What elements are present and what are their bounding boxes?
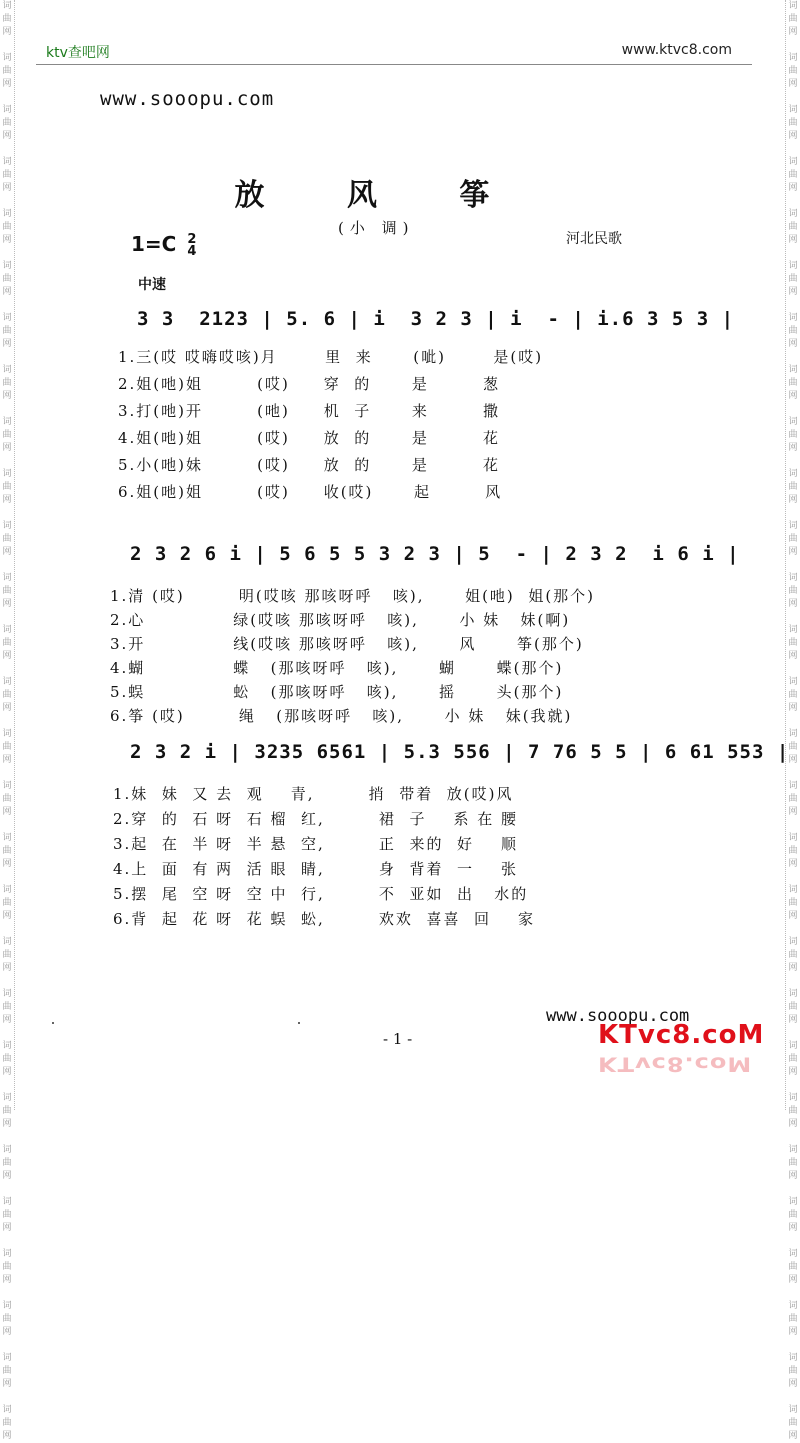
lyric-line: 5.蜈 蚣 (那咳呀呼 咳), 摇 头(那个) xyxy=(110,683,564,701)
lyric-line: 3.打(吔)开 (吔) 机 子 来 撒 xyxy=(118,402,500,420)
page-number: - 1 - xyxy=(383,1030,413,1048)
header-divider xyxy=(36,64,752,65)
notation-line-3: 2 3 2 i | 3235 6561 | 5.3 556 | 7 76 5 5 | 6 61 553 | xyxy=(130,741,790,763)
lyric-line: 5.摆 尾 空 呀 空 中 行, 不 亚如 出 水的 xyxy=(113,885,529,903)
lyric-line: 2.穿 的 石 呀 石 榴 红, 裙 子 系 在 腰 xyxy=(113,810,519,828)
lyric-line: 1.清 (哎) 明(哎咳 那咳呀呼 咳), 姐(吔) 姐(那个) xyxy=(110,587,596,605)
site-name[interactable]: ktv查吧网 xyxy=(46,45,110,61)
lyric-line: 2.姐(吔)姐 (哎) 穿 的 是 葱 xyxy=(118,375,500,393)
notation-line-1: 3 3 2123 | 5. 6 | i 3 2 3 | i - | i.6 3 5 3 | xyxy=(137,308,735,330)
key-signature xyxy=(131,232,196,258)
lyric-line: 4.蝴 蝶 (那咳呀呼 咳), 蝴 蝶(那个) xyxy=(110,659,564,677)
lyric-line: 6.姐(吔)姐 (哎) 收(哎) 起 风 xyxy=(118,483,503,501)
ktvc8-logo-reflection: KTvc8.coM xyxy=(598,1052,753,1076)
lyric-line: 3.起 在 半 呀 半 悬 空, 正 来的 好 顺 xyxy=(113,835,519,853)
scan-speck xyxy=(298,1022,300,1024)
lyric-line: 2.心 绿(哎咳 那咳呀呼 咳), 小 妹 妹(啊) xyxy=(110,611,571,629)
lyric-line: 1.妹 妹 又 去 观 青, 捎 带着 放(哎)风 xyxy=(113,785,514,803)
song-subtitle: (小 调) xyxy=(338,219,415,237)
lyric-line: 5.小(吔)妹 (哎) 放 的 是 花 xyxy=(118,456,500,474)
lyric-line: 6.背 起 花 呀 花 蜈 蚣, 欢欢 喜喜 回 家 xyxy=(113,910,536,928)
song-origin: 河北民歌 xyxy=(566,231,622,247)
watermark-bottom: www.sooopu.com xyxy=(546,1006,690,1026)
lyric-line: 4.姐(吔)姐 (哎) 放 的 是 花 xyxy=(118,429,500,447)
lyric-line: 3.开 线(哎咳 那咳呀呼 咳), 风 筝(那个) xyxy=(110,635,584,653)
time-sig-bottom: 4 xyxy=(187,243,197,259)
right-edge-watermark: 词 曲 网 词 曲 网 词 曲 网 词 曲 网 词 曲 网 词 曲 网 词 曲 网 词 曲 网 词 曲 网 词 曲 网 词 曲 网 词 曲 网 词 曲 网 词 曲 网 词 曲 网 词 曲 网 词 曲 网 词 曲 网 词 曲 网 词 曲 网 词 曲 网 词 曲 网 词 曲 网 词 曲 网 词 曲 网 词 曲 网 词 曲 网 词 曲 网 xyxy=(785,0,800,1110)
scan-speck xyxy=(52,1022,54,1024)
lyric-line: 6.筝 (哎) 绳 (那咳呀呼 咳), 小 妹 妹(我就) xyxy=(110,707,573,725)
lyric-line: 1.三(哎 哎嗨哎咳)月 里 来 (呲) 是(哎) xyxy=(118,348,544,366)
tempo-marking: 中速 xyxy=(138,277,166,293)
left-edge-watermark: 词 曲 网 词 曲 网 词 曲 网 词 曲 网 词 曲 网 词 曲 网 词 曲 网 词 曲 网 词 曲 网 词 曲 网 词 曲 网 词 曲 网 词 曲 网 词 曲 网 词 曲 网 词 曲 网 词 曲 网 词 曲 网 词 曲 网 词 曲 网 词 曲 网 词 曲 网 词 曲 网 词 曲 网 词 曲 网 词 曲 网 词 曲 网 词 曲 网 xyxy=(0,0,15,1110)
ktvc8-logo: KTvc8.coM xyxy=(598,1020,765,1050)
notation-line-2: 2 3 2 6 i | 5 6 5 5 3 2 3 | 5 - | 2 3 2 i 6 i | xyxy=(130,543,740,565)
song-title: 放 风 筝 xyxy=(234,178,526,213)
time-sig-top: 2 xyxy=(187,231,197,247)
key-label: 1=C xyxy=(131,232,177,256)
lyric-line: 4.上 面 有 两 活 眼 睛, 身 背着 一 张 xyxy=(113,860,519,878)
site-url[interactable]: www.ktvc8.com xyxy=(621,42,732,58)
watermark-top: www.sooopu.com xyxy=(100,88,275,110)
